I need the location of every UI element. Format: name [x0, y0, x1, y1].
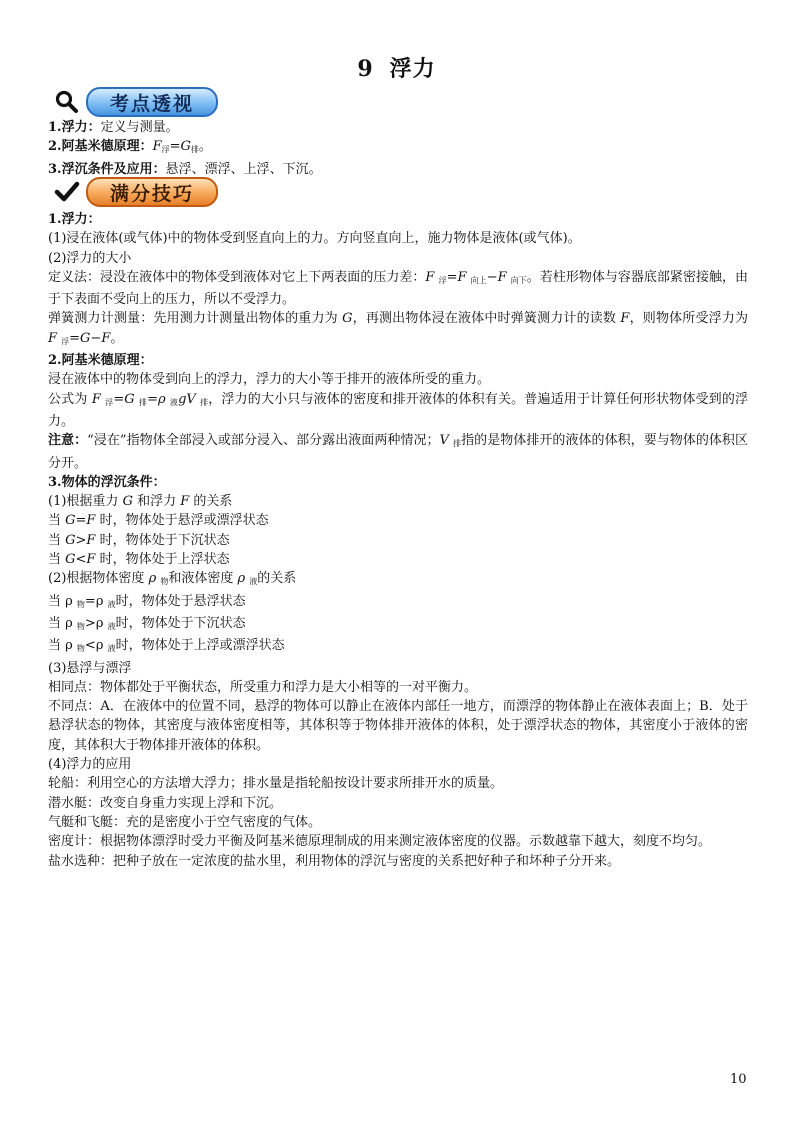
section-heading: 1.浮力：: [48, 212, 101, 227]
paragraph: 气艇和飞艇：充的是密度小于空气密度的气体。: [48, 814, 322, 830]
paragraph: (3)悬浮与漂浮: [48, 660, 132, 676]
banner-label: 满分技巧: [86, 177, 218, 207]
paragraph: 密度计：根据物体漂浮时受力平衡及阿基米德原理制成的用来测定液体密度的仪器。示数越靠下越大，刻度不均匀。: [48, 834, 712, 850]
paragraph: 当 G>F 时，物体处于下沉状态: [48, 532, 230, 548]
paragraph: 相同点：物体都处于平衡状态，所受重力和浮力是大小相等的一对平衡力。: [48, 679, 478, 695]
paragraph: 当 ρ 物=ρ 液时，物体处于悬浮状态: [48, 593, 246, 609]
banner-label: 考点透视: [86, 87, 218, 117]
paragraph: (2)浮力的大小: [48, 250, 132, 266]
paragraph: 不同点：A．在液体中的位置不同，悬浮的物体可以静止在液体内部任一地方，而漂浮的物体静止在液体表面上；B．处于悬浮状态的物体，其密度与液体密度相等，其体积等于物体排开液体的体积，处于漂浮状态的物体，其密度小于液体的密度，其体积大于物体排开液体的体积。: [48, 699, 748, 753]
kaodian-line-1: 1.浮力：定义与测量。: [48, 120, 179, 135]
section-banner-kaodian: [54, 87, 218, 117]
page-number: 10: [730, 1072, 747, 1087]
paragraph: 当 G<F 时，物体处于上浮状态: [48, 552, 230, 568]
check-icon: [54, 179, 80, 205]
page-title: [0, 52, 793, 83]
paragraph: 当 G=F 时，物体处于悬浮或漂浮状态: [48, 513, 269, 529]
paragraph-formula: 公式为 F 浮=G 排=ρ 液gV 排，浮力的大小只与液体的密度和排开液体的体积有关。普遍适用于计算任何形状物体受到的浮力。: [48, 391, 748, 429]
jiqiao-content: [48, 210, 748, 871]
paragraph: (1)根据重力 G 和浮力 F 的关系: [48, 494, 233, 510]
paragraph: 当 ρ 物<ρ 液时，物体处于上浮或漂浮状态: [48, 638, 285, 654]
paragraph-note: 注意：“浸在”指物体全部浸入或部分浸入、部分露出液面两种情况；V 排指的是物体排开的液体的体积，要与物体的体积区分开。: [48, 433, 748, 471]
kaodian-content: [48, 118, 748, 179]
section-heading: 3.物体的浮沉条件：: [48, 474, 166, 490]
section-heading: 2.阿基米德原理：: [48, 353, 153, 369]
paragraph: 潜水艇：改变自身重力实现上浮和下沉。: [48, 795, 283, 811]
search-icon: [54, 89, 80, 115]
chapter-title: 浮力: [389, 56, 436, 82]
paragraph: (2)根据物体密度 ρ 物和液体密度 ρ 液的关系: [48, 571, 297, 587]
paragraph: (1)浸在液体(或气体)中的物体受到竖直向上的力。方向竖直向上，施力物体是液体(或气体)。: [48, 231, 581, 247]
paragraph: 浸在液体中的物体受到向上的浮力，浮力的大小等于排开的液体所受的重力。: [48, 372, 491, 388]
paragraph: 轮船：利用空心的方法增大浮力；排水量是指轮船按设计要求所排开水的质量。: [48, 776, 504, 792]
kaodian-line-3: 3.浮沉条件及应用：悬浮、漂浮、上浮、下沉。: [48, 161, 322, 177]
kaodian-line-2: 2.阿基米德原理：F浮=G排。: [48, 139, 212, 155]
paragraph: (4)浮力的应用: [48, 757, 132, 773]
chapter-number: 9: [357, 56, 374, 82]
paragraph: 盐水选种：把种子放在一定浓度的盐水里，利用物体的浮沉与密度的关系把好种子和坏种子分开来。: [48, 853, 621, 869]
section-banner-jiqiao: [54, 177, 218, 207]
paragraph-definition: 定义法：浸没在液体中的物体受到液体对它上下两表面的压力差：F 浮=F 向上−F 向下。若柱形物体与容器底部紧密接触，由于下表面不受向上的压力，所以不受浮力。: [48, 269, 748, 308]
paragraph: 当 ρ 物>ρ 液时，物体处于下沉状态: [48, 615, 246, 631]
paragraph-spring-scale: 弹簧测力计测量：先用测力计测量出物体的重力为 G，再测出物体浸在液体中时弹簧测力计的读数 F，则物体所受浮力为 F 浮=G−F。: [48, 311, 748, 346]
